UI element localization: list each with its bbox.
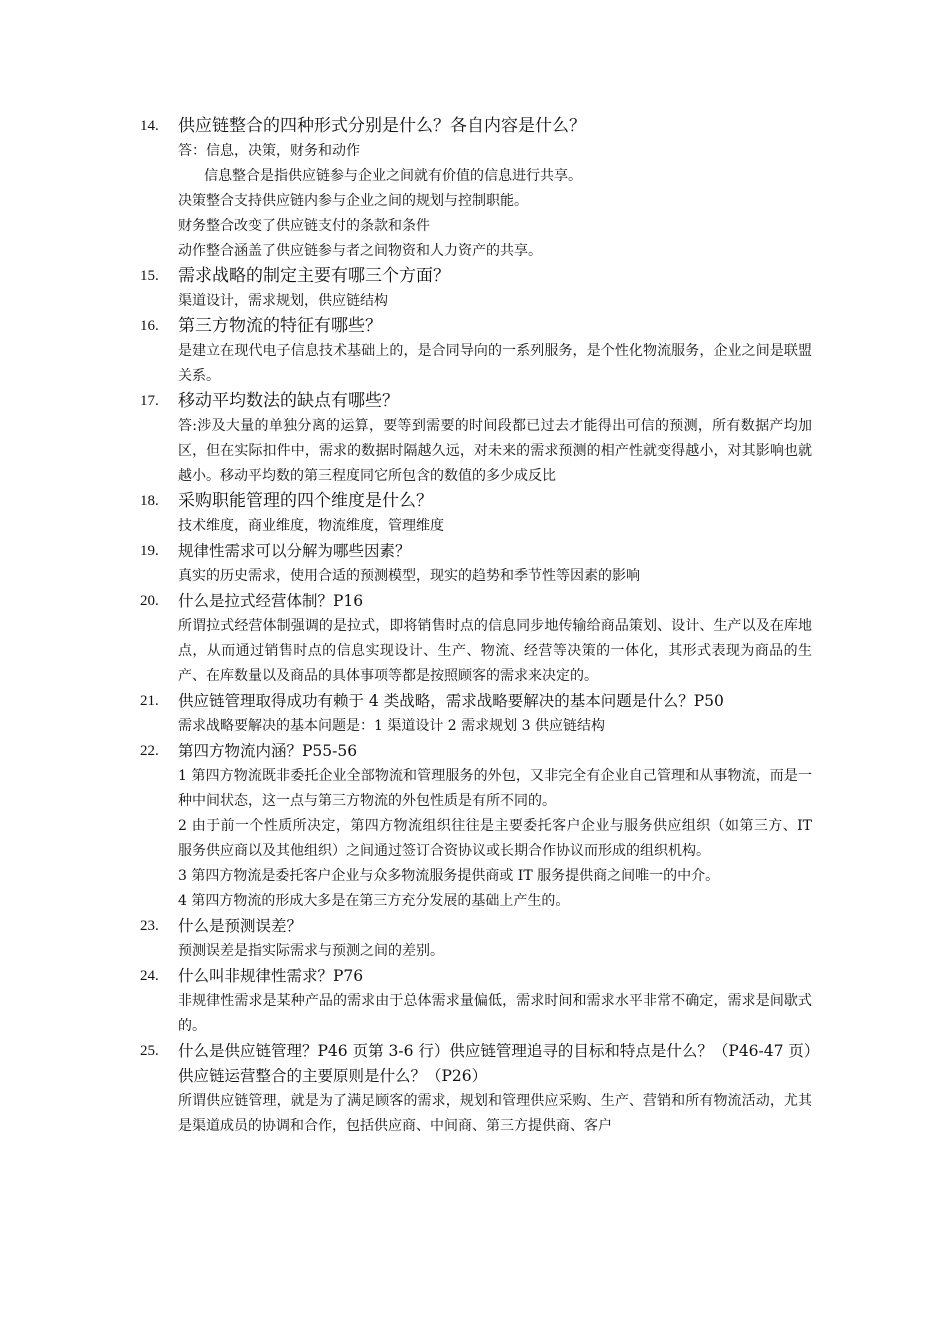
answer-text: 信息整合是指供应链参与企业之间就有价值的信息进行共享。: [204, 168, 582, 184]
qa-item-21: [140, 689, 812, 739]
qa-item-19: [140, 539, 812, 589]
question-text: 什么是拉式经营体制？P16: [178, 592, 364, 610]
answer-text: 答:涉及大量的单独分离的运算，要等到需要的时间段都已过去才能得出可信的预测，所有数据产均加区，但在实际扣件中，需求的数据时隔越久远，对未来的需求预测的相产性就变得越小，对其影响也就越小。移动平均数的第三程度同它所包含的数值的多少成反比: [178, 418, 812, 484]
item-number: 24.: [140, 968, 159, 984]
qa-item-16: [140, 314, 812, 389]
answer-text: 是建立在现代电子信息技术基础上的，是合同导向的一系列服务，是个性化物流服务，企业之间是联盟关系。: [178, 343, 812, 384]
question-text: 供应链管理取得成功有赖于 4 类战略，需求战略要解决的基本问题是什么？P50: [178, 692, 724, 710]
answer-text: 1 第四方物流既非委托企业全部物流和管理服务的外包，又非完全有企业自己管理和从事物流，而是一种中间状态，这一点与第三方物流的外包性质是有所不同的。: [178, 768, 812, 809]
question-text: 什么是供应链管理？P46 页第 3-6 行）供应链管理追寻的目标和特点是什么？（P46-47 页）供应链运营整合的主要原则是什么？（P26）: [178, 1042, 812, 1085]
item-number: 20.: [140, 593, 159, 609]
qa-item-14: [140, 114, 812, 264]
answer-text: 预测误差是指实际需求与预测之间的差别。: [178, 943, 444, 959]
answer-text: 技术维度，商业维度，物流维度，管理维度: [178, 518, 444, 534]
qa-item-24: [140, 964, 812, 1039]
answer-text: 动作整合涵盖了供应链参与者之间物资和人力资产的共享。: [178, 243, 542, 259]
qa-item-25: [140, 1039, 812, 1139]
item-number: 25.: [140, 1043, 159, 1059]
qa-item-15: [140, 264, 812, 314]
qa-item-23: [140, 914, 812, 964]
answer-text: 所谓供应链管理，就是为了满足顾客的需求，规划和管理供应采购、生产、营销和所有物流活动，尤其是渠道成员的协调和合作，包括供应商、中间商、第三方提供商、客户: [178, 1093, 812, 1134]
answer-text: 答：信息，决策，财务和动作: [178, 143, 360, 159]
answer-text: 非规律性需求是某种产品的需求由于总体需求量偏低，需求时间和需求水平非常不确定，需求是间歇式的。: [178, 993, 812, 1034]
question-text: 规律性需求可以分解为哪些因素？: [178, 542, 411, 560]
qa-list: [140, 114, 812, 1139]
answer-text: 所谓拉式经营体制强调的是拉式，即将销售时点的信息同步地传输给商品策划、设计、生产以及在库地点，从而通过销售时点的信息实现设计、生产、物流、经营等决策的一体化，其形式表现为商品的生产、在库数量以及商品的具体事项等都是按照顾客的需求来决定的。: [178, 618, 812, 684]
answer-text: 真实的历史需求，使用合适的预测模型，现实的趋势和季节性等因素的影响: [178, 568, 640, 584]
question-text: 什么叫非规律性需求？P76: [178, 967, 364, 985]
qa-item-20: [140, 589, 812, 689]
item-number: 23.: [140, 918, 159, 934]
item-number: 15.: [140, 268, 159, 284]
question-text: 供应链整合的四种形式分别是什么？各自内容是什么？: [178, 116, 586, 136]
question-text: 采购职能管理的四个维度是什么？: [178, 491, 433, 511]
question-text: 什么是预测误差？: [178, 917, 303, 935]
qa-item-17: [140, 389, 812, 489]
item-number: 17.: [140, 393, 159, 409]
answer-text: 需求战略要解决的基本问题是：1 渠道设计 2 需求规划 3 供应链结构: [178, 718, 605, 734]
qa-item-18: [140, 489, 812, 539]
answer-text: 2 由于前一个性质所决定，第四方物流组织往往是主要委托客户企业与服务供应组织（如第三方、IT 服务供应商以及其他组织）之间通过签订合资协议或长期合作协议而形成的组织机构。: [178, 818, 812, 859]
answer-text: 4 第四方物流的形成大多是在第三方充分发展的基础上产生的。: [178, 893, 570, 909]
item-number: 14.: [140, 118, 159, 134]
qa-item-22: [140, 739, 812, 914]
answer-text: 渠道设计，需求规划，供应链结构: [178, 293, 388, 309]
answer-text: 财务整合改变了供应链支付的条款和条件: [178, 218, 430, 234]
question-text: 需求战略的制定主要有哪三个方面？: [178, 266, 450, 286]
item-number: 16.: [140, 318, 159, 334]
question-text: 第四方物流内涵？P55-56: [178, 742, 358, 760]
item-number: 21.: [140, 693, 159, 709]
answer-text: 3 第四方物流是委托客户企业与众多物流服务提供商或 IT 服务提供商之间唯一的中介。: [178, 868, 720, 884]
item-number: 22.: [140, 743, 159, 759]
question-text: 第三方物流的特征有哪些？: [178, 316, 382, 336]
answer-text: 决策整合支持供应链内参与企业之间的规划与控制职能。: [178, 193, 528, 209]
item-number: 19.: [140, 543, 159, 559]
question-text: 移动平均数法的缺点有哪些？: [178, 391, 399, 411]
item-number: 18.: [140, 493, 159, 509]
